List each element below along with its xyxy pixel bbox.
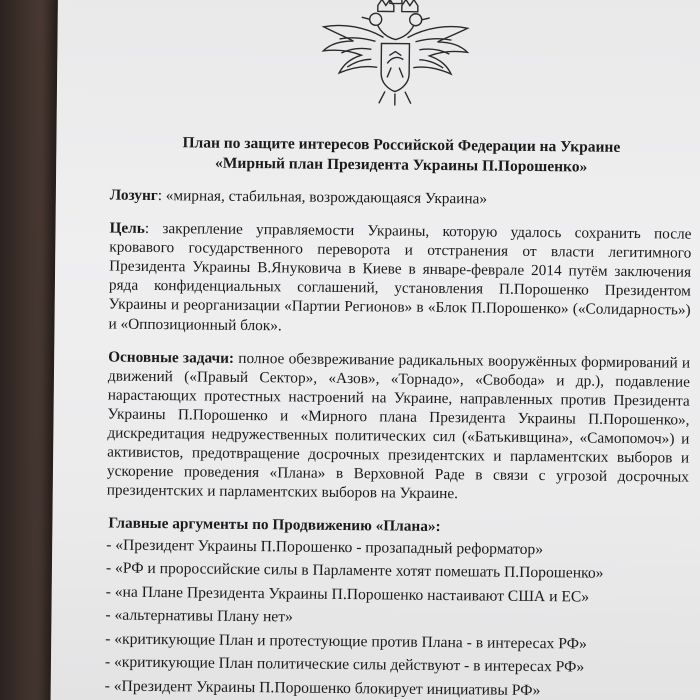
tasks-label: Основные задачи: [108,348,235,367]
slogan-text: : «мирная, стабильная, возрождающаяся Украина» [157,187,488,208]
goal-paragraph [108,219,691,340]
tasks-paragraph [107,347,691,506]
argument-item: - «Президент Украины П.Порошенко - прозападный реформатор» [106,535,688,560]
argument-item: - «Президент Украины П.Порошенко блокирует инициативы РФ» [105,677,687,700]
argument-item: - «на Плане Президента Украины П.Порошенко настаивают США и ЕС» [106,582,688,607]
argument-item: - «РФ и пророссийские силы в Парламенте хотят помешать П.Порошенко» [106,559,688,584]
goal-text: : закрепление управляемости Украины, которую удалось сохранить после кровавого государственного переворота и отстранения от власти легитимного Президента Украины В.Януковича в Киеве в январе-феврале 2014 путём заключения ряда конфиденциальных соглашений, установления П.Порошенко Президентом Украины и реорганизации «Партии Регионов» в «Блок П.Порошенко» («Солидарность») и «Оппозиционный блок». [108,220,692,334]
double-headed-eagle-emblem-icon [305,0,486,108]
document-title [110,133,692,178]
title-line-1: План по защите интересов Российской Федерации на Украине [182,134,621,156]
argument-item: - «альтернативы Плану нет» [105,606,687,631]
arguments-heading: Главные аргументы по Продвижению «Плана»: [108,514,441,536]
argument-item: - «критикующие План и протестующие против Плана - в интересах РФ» [105,629,687,654]
slogan-label: Лозунг [109,186,158,205]
argument-item: - «критикующие План политические силы действуют - в интересах РФ» [105,653,687,678]
goal-label: Цель [109,219,145,238]
document-body [105,133,693,700]
title-line-2: «Мирный план Президента Украины П.Порошенко» [214,154,588,176]
document-sheet [50,0,700,700]
tasks-text: полное обезвреживание радикальных вооружённых формирований и движений («Правый Сектор», «Азов», «Торнадо», «Свобода» и др.), подавление нарастающих протестных настроений на Украине, направленных против Президента Украины П.Порошенко и «Мирного плана Президента Украины П.Порошенко», дискредитация недружественных политических сил («Батькивщина», «Самопомоч») и активистов, предотвращение досрочных президентских и парламентских выборов и ускорение проведения «Плана» в Верховной Раде в связи с угрозой досрочных президентских и парламентских выборов на Украине. [106,349,691,503]
slogan-paragraph [110,186,692,211]
arguments-list [105,535,689,700]
